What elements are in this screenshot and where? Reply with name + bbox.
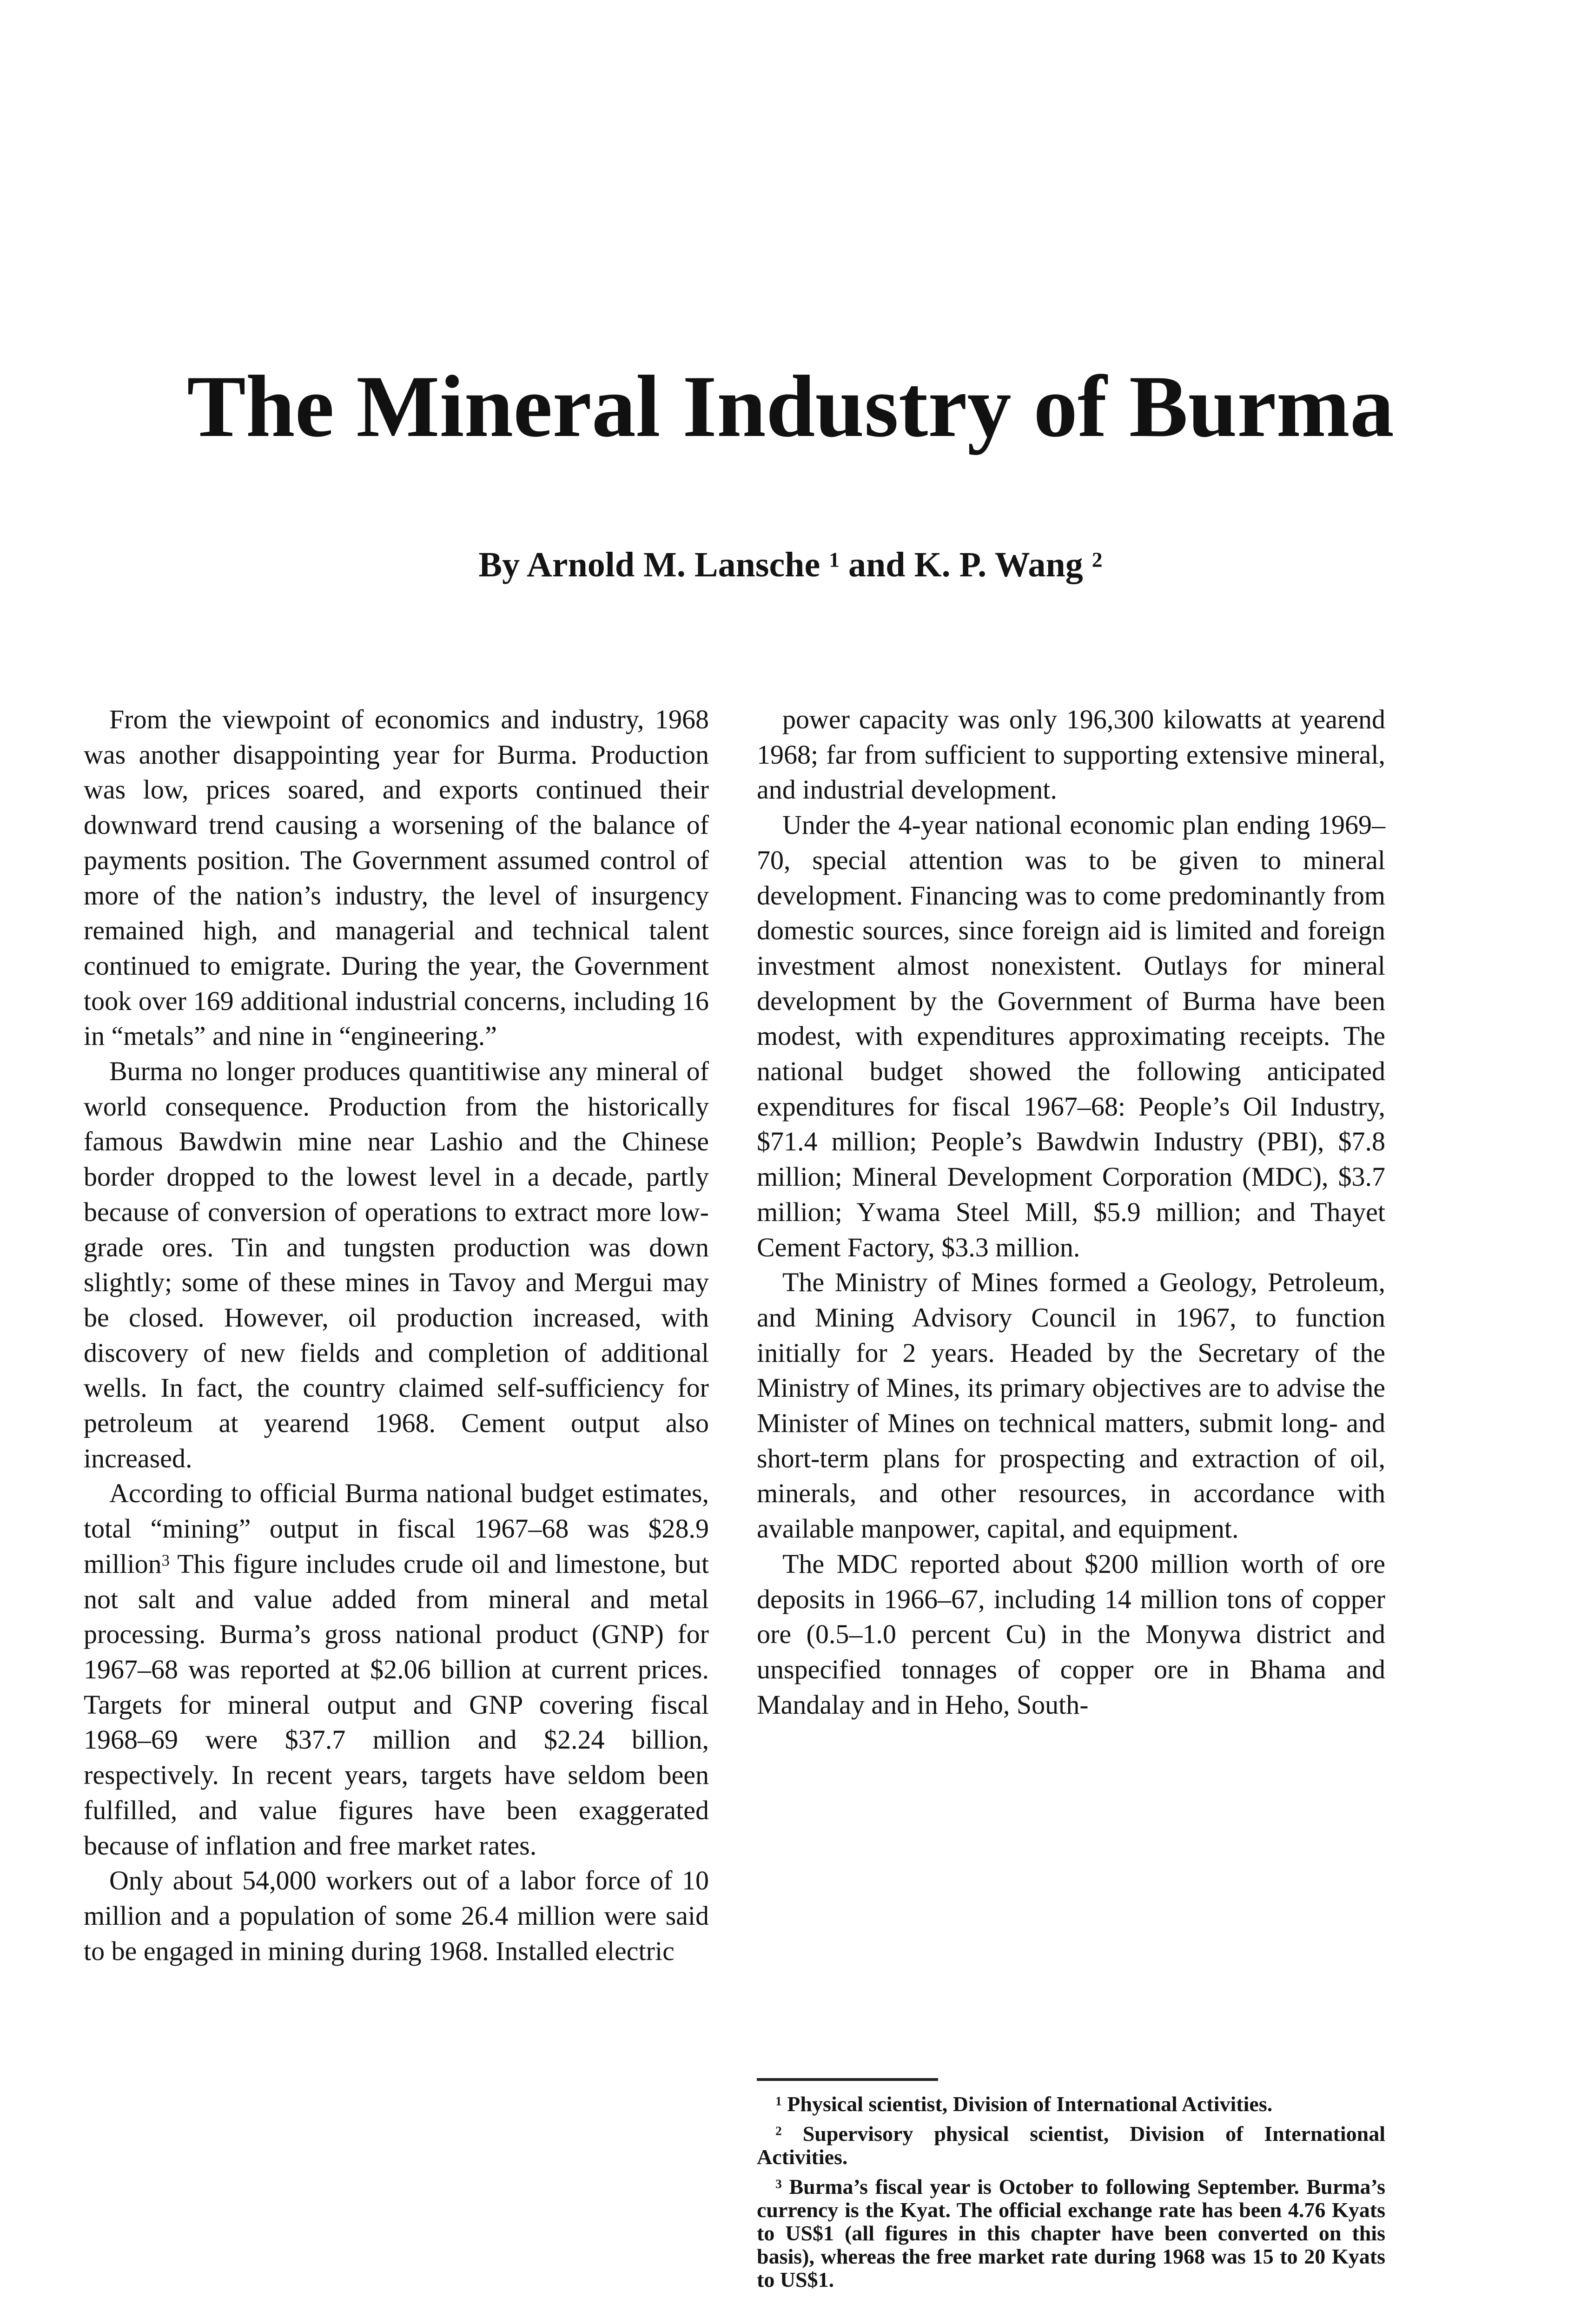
paragraph: Only about 54,000 workers out of a labor force of 10 million and a population of some 26.4 million were said to be engaged in mining during 1968. Installed electric bbox=[84, 1865, 709, 1966]
paragraph: Under the 4-year national economic plan ending 1969–70, special attention was to be given to mineral development. Financing was to come predominantly from domestic sources, since foreign aid is limited and foreign investment almost nonexistent. Outlays for mineral development by the Government of Burma have been modest, with expenditures approximating receipts. The national budget showed the following anticipated expenditures for fiscal 1967–68: People’s Oil Industry, $71.4 million; People’s Bawdwin Industry (PBI), $7.8 million; Mineral Development Corporation (MDC), $3.7 million; Ywama Steel Mill, $5.9 million; and Thayet Cement Factory, $3.3 million. bbox=[757, 810, 1385, 1262]
footnote-number: 2 bbox=[775, 2123, 782, 2138]
byline bbox=[70, 541, 1511, 588]
footnote bbox=[757, 2175, 1385, 2291]
paragraph-text: According to official Burma national budget estimates, total “mining” output in fiscal 1967–68 was $28.9 million bbox=[84, 1478, 709, 1579]
paragraph: The Ministry of Mines formed a Geology, Petroleum, and Mining Advisory Council in 1967, to function initially for 2 years. Headed by the Secretary of the Ministry of Mines, its primary objectives are to advise the Minister of Mines on technical matters, submit long- and short-term plans for prospecting and extraction of oil, minerals, and other resources, in accordance with available manpower, capital, and equipment. bbox=[757, 1267, 1385, 1544]
right-column bbox=[757, 702, 1385, 1722]
byline-conjunction: and bbox=[848, 545, 906, 584]
paragraph bbox=[84, 1476, 709, 1863]
footnote-ref-3: 3 bbox=[161, 1551, 170, 1570]
paragraph: The MDC reported about $200 million worth of ore deposits in 1966–67, including 14 million tons of copper ore (0.5–1.0 percent Cu) in the Monywa district and unspecified tonnages of copper ore in Bhama and Mandalay and in Heho, South- bbox=[757, 1548, 1385, 1720]
footnote-text: Physical scientist, Division of International Activities. bbox=[787, 2092, 1273, 2116]
footnote-text: Supervisory physical scientist, Division of International Activities. bbox=[757, 2122, 1385, 2169]
author-2: K. P. Wang bbox=[914, 545, 1083, 584]
footnote bbox=[757, 2093, 1385, 2116]
left-column bbox=[84, 702, 709, 1968]
footnotes bbox=[757, 2093, 1385, 2298]
author-1: Arnold M. Lansche bbox=[526, 545, 820, 584]
footnote-text: Burma’s fiscal year is October to following September. Burma’s currency is the Kyat. The official exchange rate has been 4.76 Kyats to US$1 (all figures in this chapter have been converted on this basis), whereas the free market rate during 1968 was 15 to 20 Kyats to US$1. bbox=[757, 2175, 1386, 2291]
footnote-divider bbox=[757, 2078, 938, 2081]
paragraph: Burma no longer produces quantitiwise any mineral of world consequence. Production from the historically famous Bawdwin mine near Lashio and the Chinese border dropped to the lowest level in a decade, partly because of conversion of operations to extract more low-grade ores. Tin and tungsten production was down slightly; some of these mines in Tavoy and Mergui may be closed. However, oil production increased, with discovery of new fields and completion of additional wells. In fact, the country claimed self-sufficiency for petroleum at yearend 1968. Cement output also increased. bbox=[84, 1056, 709, 1473]
footnote-ref-1: 1 bbox=[829, 548, 840, 572]
paragraph: From the viewpoint of economics and industry, 1968 was another disappointing year for Burma. Production was low, prices soared, and exports continued their downward trend causing a worsening of the balance of payments position. The Government assumed control of more of the nation’s industry, the level of insurgency remained high, and managerial and technical talent continued to emigrate. During the year, the Government took over 169 additional industrial concerns, including 16 in “metals” and nine in “engineering.” bbox=[84, 704, 709, 1051]
byline-prefix: By bbox=[478, 545, 520, 584]
paragraph-text: This figure includes crude oil and limestone, but not salt and value added from mineral and metal processing. Burma’s gross national product (GNP) for 1967–68 was reported at $2.06 billion at current prices. Targets for mineral output and GNP covering fiscal 1968–69 were $37.7 million and $2.24 billion, respectively. In recent years, targets have seldom been fulfilled, and value figures have been exaggerated because of inflation and free market rates. bbox=[84, 1548, 709, 1861]
paragraph: power capacity was only 196,300 kilowatts at yearend 1968; far from sufficient to supporting extensive mineral, and industrial development. bbox=[757, 704, 1385, 805]
footnote bbox=[757, 2122, 1385, 2169]
footnote-number: 3 bbox=[775, 2176, 782, 2191]
article-title: The Mineral Industry of Burma bbox=[187, 358, 1394, 456]
footnote-ref-2: 2 bbox=[1091, 548, 1103, 572]
footnote-number: 1 bbox=[775, 2093, 782, 2108]
